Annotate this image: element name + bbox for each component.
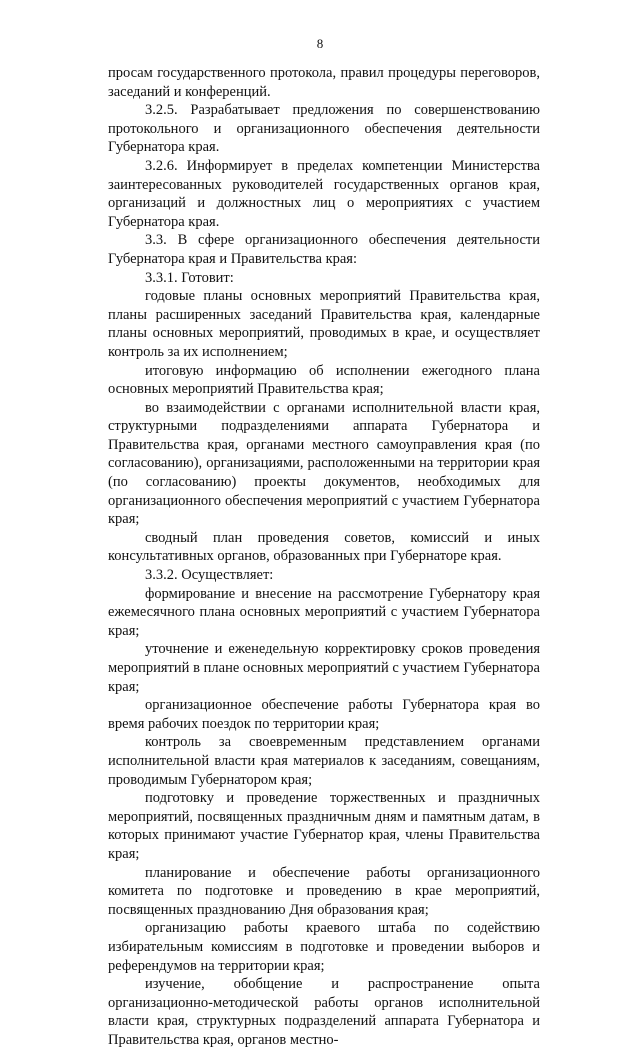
paragraph: уточнение и еженедельную корректировку сроков проведения мероприятий в плане основных мероприятий с участием Губернатора края; <box>108 641 540 695</box>
paragraph: организационное обеспечение работы Губернатора края во время рабочих поездок по территории края; <box>108 697 540 732</box>
paragraph: формирование и внесение на рассмотрение Губернатору края ежемесячного плана основных мероприятий с участием Губернатора края; <box>108 585 540 639</box>
paragraph: 3.2.5. Разрабатывает предложения по совершенствованию протокольного и организационного обеспечения деятельности Губернатора края. <box>108 102 540 156</box>
paragraph: годовые планы основных мероприятий Правительства края, планы расширенных заседаний Правительства края, календарные планы основных мероприятий, проводимых в крае, и осуществляет контроль за их исполнением; <box>108 288 540 360</box>
paragraph: 3.2.6. Информирует в пределах компетенции Министерства заинтересованных руководителей государственных органов края, организаций и должностных лиц о мероприятиях с участием Губернатора края. <box>108 157 540 230</box>
paragraph: 3.3.1. Готовит: <box>145 269 234 286</box>
document-body <box>108 64 540 1049</box>
paragraph: итоговую информацию об исполнении ежегодного плана основных мероприятий Правительства края; <box>108 362 540 398</box>
paragraph: 3.3. В сфере организационного обеспечения деятельности Губернатора края и Правительства края: <box>108 232 540 267</box>
paragraph: изучение, обобщение и распространение опыта организационно-методической работы органов исполнительной власти края, структурных подразделений аппарата Губернатора и Правительства края, органов местно- <box>108 976 540 1048</box>
paragraph: просам государственного протокола, правил процедуры переговоров, заседаний и конференций. <box>108 65 540 100</box>
paragraph: организацию работы краевого штаба по содействию избирательным комиссиям в подготовке и проведении выборов и референдумов на территории края; <box>108 920 540 974</box>
paragraph: подготовку и проведение торжественных и праздничных мероприятий, посвященных праздничным дням и памятным датам, в которых принимают участие Губернатор края, члены Правительства края; <box>108 790 540 862</box>
paragraph: планирование и обеспечение работы организационного комитета по подготовке и проведению в крае мероприятий, посвященных празднованию Дня образования края; <box>108 864 540 918</box>
paragraph: во взаимодействии с органами исполнительной власти края, структурными подразделениями аппарата Губернатора и Правительства края, органами местного самоуправления края (по согласованию), организациями, расположенными на территории края (по согласованию) проекты документов, необходимых для организационного обеспечения мероприятий с участием Губернатора края; <box>108 399 540 528</box>
page-number: 8 <box>316 36 324 51</box>
paragraph: 3.3.2. Осуществляет: <box>145 567 274 584</box>
paragraph: контроль за своевременным представлением органами исполнительной власти края материалов к заседаниям, совещаниям, проводимым Губернатором края; <box>108 734 540 788</box>
paragraph: сводный план проведения советов, комиссий и иных консультативных органов, образованных при Губернаторе края. <box>108 529 540 565</box>
